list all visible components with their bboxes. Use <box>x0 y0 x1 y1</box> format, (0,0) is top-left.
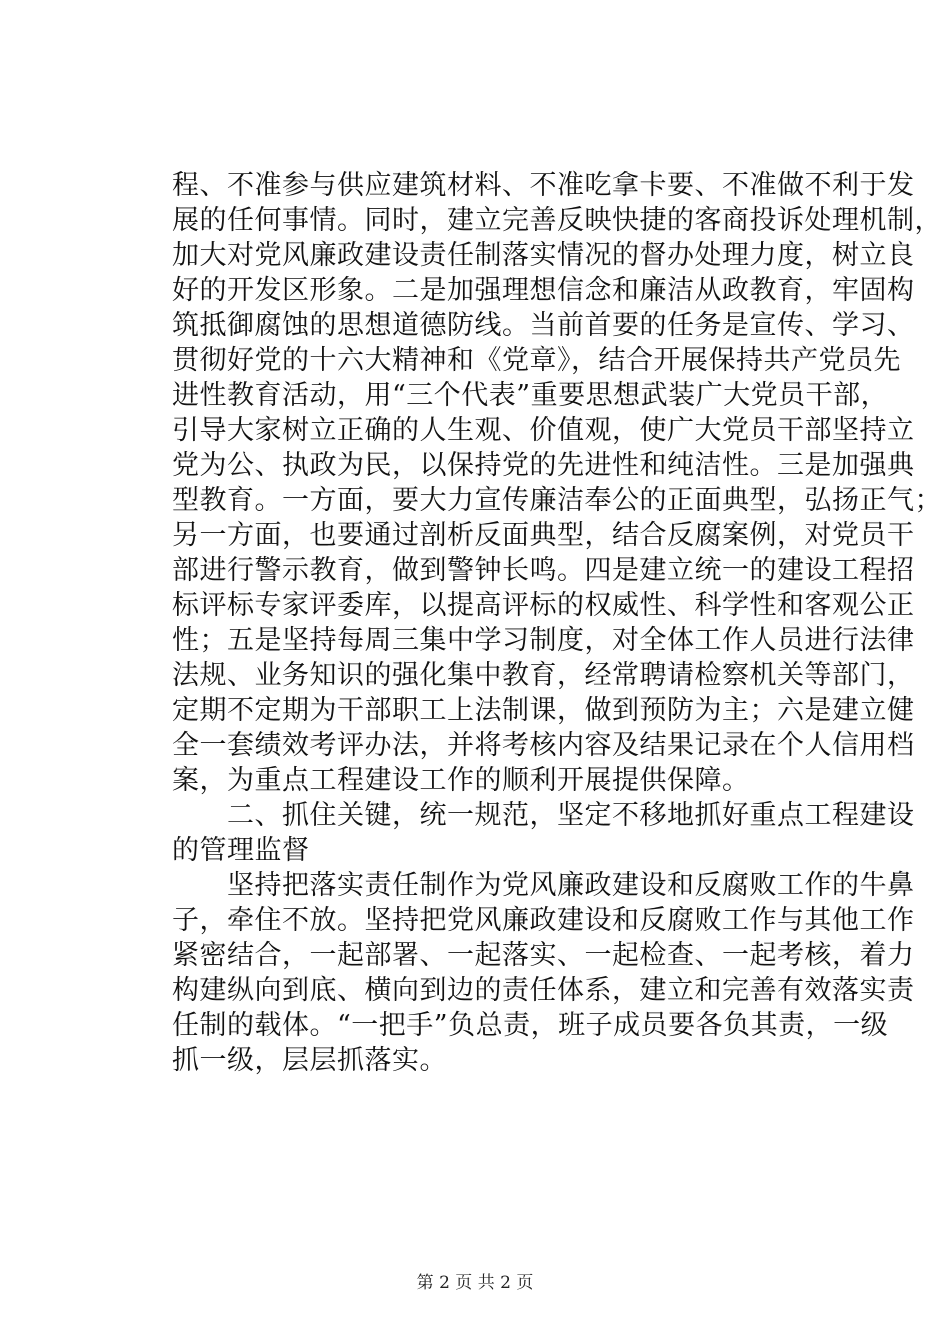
text-line-18: 案，为重点工程建设工作的顺利开展提供保障。 <box>172 765 750 796</box>
text-line-26: 抓一级，层层抓落实。 <box>172 1045 447 1076</box>
section-heading-line-1: 二、抓住关键，统一规范，坚定不移地抓好重点工程建设 <box>172 800 915 831</box>
text-line-14: 性；五是坚持每周三集中学习制度，对全体工作人员进行法律 <box>172 625 915 656</box>
text-line-4: 好的开发区形象。二是加强理想信念和廉洁从政教育，牢固构 <box>172 275 915 306</box>
text-line-5: 筑抵御腐蚀的思想道德防线。当前首要的任务是宣传、学习、 <box>172 310 915 341</box>
text-line-15: 法规、业务知识的强化集中教育，经常聘请检察机关等部门， <box>172 660 915 691</box>
text-line-3: 加大对党风廉政建设责任制落实情况的督办处理力度，树立良 <box>172 240 915 271</box>
text-line-22: 子，牵住不放。坚持把党风廉政建设和反腐败工作与其他工作 <box>172 905 915 936</box>
text-line-24: 构建纵向到底、横向到边的责任体系，建立和完善有效落实责 <box>172 975 915 1006</box>
text-line-23: 紧密结合，一起部署、一起落实、一起检查、一起考核，着力 <box>172 940 915 971</box>
page-footer: 第 2 页 共 2 页 <box>416 1273 534 1293</box>
text-line-17: 全一套绩效考评办法，并将考核内容及结果记录在个人信用档 <box>172 730 915 761</box>
text-line-7: 进性教育活动，用“三个代表”重要思想武装广大党员干部， <box>172 380 889 411</box>
section-heading-line-2: 的管理监督 <box>172 835 310 866</box>
text-line-16: 定期不定期为干部职工上法制课，做到预防为主；六是建立健 <box>172 695 915 726</box>
text-line-11: 另一方面，也要通过剖析反面典型，结合反腐案例，对党员干 <box>172 520 915 551</box>
text-line-10: 型教育。一方面，要大力宣传廉洁奉公的正面典型，弘扬正气； <box>172 485 942 516</box>
text-line-1: 程、不准参与供应建筑材料、不准吃拿卡要、不准做不利于发 <box>172 170 915 201</box>
text-line-9: 党为公、执政为民，以保持党的先进性和纯洁性。三是加强典 <box>172 450 915 481</box>
text-line-6: 贯彻好党的十六大精神和《党章》，结合开展保持共产党员先 <box>172 345 901 376</box>
text-line-13: 标评标专家评委库，以提高评标的权威性、科学性和客观公正 <box>172 590 915 621</box>
text-line-2: 展的任何事情。同时，建立完善反映快捷的客商投诉处理机制， <box>172 205 942 236</box>
text-line-25: 任制的载体。“一把手”负总责，班子成员要各负其责，一级 <box>172 1010 889 1041</box>
body-text <box>172 168 942 1078</box>
text-line-12: 部进行警示教育，做到警钟长鸣。四是建立统一的建设工程招 <box>172 555 915 586</box>
text-line-8: 引导大家树立正确的人生观、价值观，使广大党员干部坚持立 <box>172 415 915 446</box>
text-line-21: 坚持把落实责任制作为党风廉政建设和反腐败工作的牛鼻 <box>172 870 915 901</box>
